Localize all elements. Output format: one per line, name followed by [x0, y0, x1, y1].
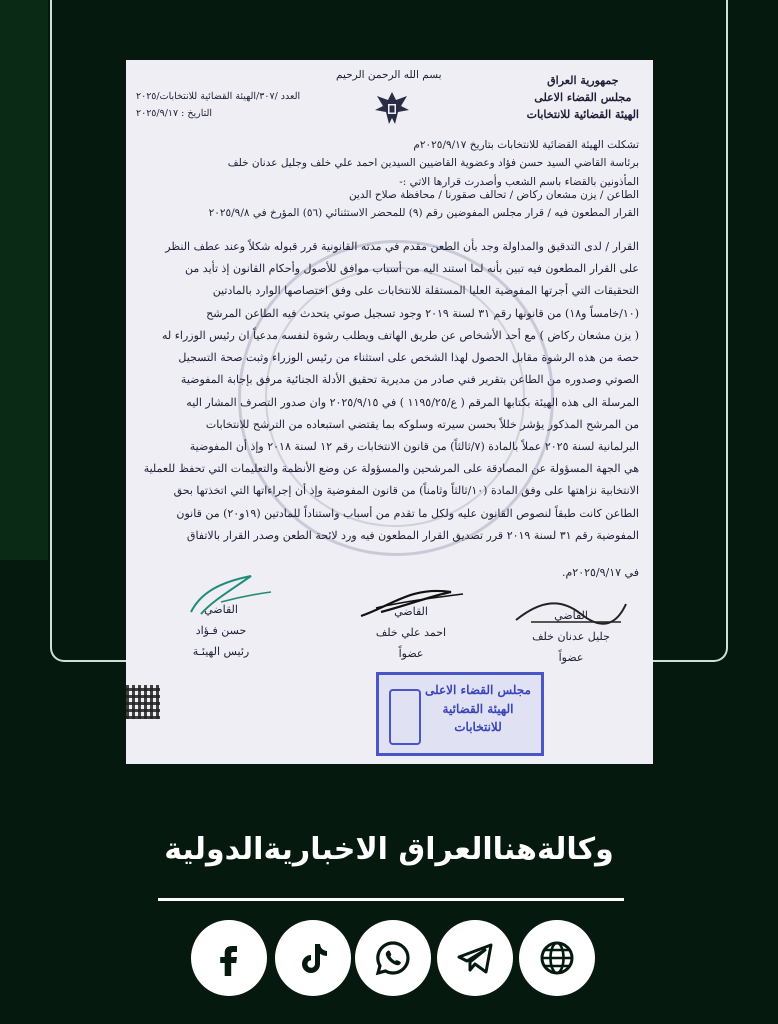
official-stamp	[376, 672, 544, 756]
court-decision-document	[126, 60, 653, 764]
signature-role: رئيس الهيئـة	[192, 644, 250, 658]
stamp-emblem-icon	[389, 689, 421, 745]
body-line: المرسلة الى هذه الهيئة بكتابها المرقم ( ع/١١٩٥/٢٥ ) في ٢٠٢٥/٩/١٥ وان صدور التصرف المشار اليه	[186, 395, 639, 409]
body-line: الانتخابية نزاهتها على وفق المادة (١٠/ثالثاً وثامناً) من قانون المفوضية وإذ أن إجراءاتها التي اتخذتها بحق	[173, 484, 639, 498]
body-line: الطاعن كانت طبقاً لنصوص القانون عليه ولكل ما تقدم من أسباب واستناداً للمادتين (١٩و٢٠) من قانون	[176, 506, 639, 520]
telegram-icon	[453, 936, 497, 980]
decision-intro	[138, 136, 639, 191]
decision-date: في ٢٠٢٥/٩/١٧م.	[561, 566, 639, 579]
signature-title: القاضي	[204, 603, 238, 616]
body-line: الصوتي وصدوره من الطاعن بتقرير فني صادر من مديرية تحقيق الأدلة الجنائية مرفق بإجابة المفوضية	[180, 373, 639, 387]
facebook-button[interactable]	[191, 920, 267, 996]
header-line: جمهورية العراق	[547, 74, 619, 87]
stamp-line: مجلس القضاء الاعلى	[425, 683, 531, 697]
body-line: على القرار المطعون فيه تبين بأنه لما استند اليه من أسباب موافق للأصول وأحكام القانون إذ تأيد من	[185, 262, 639, 276]
handwritten-signature	[161, 572, 281, 618]
header-line: مجلس القضاء الاعلى	[534, 91, 632, 105]
signature-block-member-2	[351, 582, 471, 665]
whatsapp-button[interactable]	[355, 920, 431, 996]
intro-line: تشكلت الهيئة القضائية للانتخابات بتاريخ ٢٠٢٥/٩/١٧م	[413, 139, 639, 151]
intro-line: برئاسة القاضي السيد حسن فؤاد وعضوية القاضيين السيدين احمد علي خلف وجليل عدنان خلف	[227, 157, 639, 170]
stamp-line: للانتخابات	[454, 720, 502, 735]
body-line: هي الجهة المسؤولة عن المصادقة على المرشحين والمسؤولة عن وضع الأنظمة والتعليمات التي تحفظ للعملية	[143, 462, 639, 476]
handwritten-signature	[351, 582, 471, 622]
tiktok-button[interactable]	[275, 920, 351, 996]
basmala: بسم الله الرحمن الرحيم	[336, 69, 442, 81]
body-line: (١٠/خامساً و١٨) من قانونها رقم ٣١ لسنة ٢٠١٩ وجود تسجيل صوتي يتحدث فيه الطاعن المرشح	[206, 306, 639, 320]
iraq-eagle-emblem-icon	[371, 88, 413, 128]
whatsapp-icon	[371, 936, 415, 980]
left-accent-block	[0, 0, 48, 560]
signature-block-member-1	[511, 592, 631, 669]
reference-date: التاريخ : ٢٠٢٥/٩/١٧	[136, 108, 213, 120]
signature-block-chairman	[161, 572, 281, 663]
appealed-decision-line: القرار المطعون فيه / قرار مجلس المفوضين رقم (٩) للمحضر الاستثنائي (٥٦) المؤرخ في ٢٠٢٥/٩/٨	[208, 207, 639, 220]
body-line: التحقيقات التي أجرتها المفوضية العليا المستقلة للانتخابات على وفق اختصاصها الوارد بالمادتين	[212, 284, 639, 298]
document-header-right	[527, 72, 639, 123]
body-line: من المرشح المذكور يؤشر خللاً بحسن سيرته وسلوكه بما يقتضي استبعاده من الترشح للانتخابات	[205, 417, 639, 431]
telegram-button[interactable]	[437, 920, 513, 996]
tiktok-icon	[291, 936, 335, 980]
social-icons-row	[185, 920, 595, 998]
stamp-line: الهيئة القضائية	[442, 701, 514, 716]
agency-underline	[158, 898, 624, 901]
body-line: المفوضية رقم ٣١ لسنة ٢٠١٩ قرر تصديق القرار المطعون فيه ورد لائحة الطعن وصدر القرار بالاتفاق	[186, 528, 639, 542]
handwritten-signature	[511, 592, 631, 632]
qr-code	[126, 685, 160, 719]
decision-parties	[138, 186, 639, 223]
facebook-icon	[207, 936, 251, 980]
signature-name: جليل عدنان خلف	[532, 629, 610, 643]
signature-name: احمد علي خلف	[375, 625, 447, 639]
body-line: ( يزن مشعان ركاض ) مع أحد الأشخاص عن طريق الهاتف ويطلب رشوة لنفسه مدعياً ان رئيس الوزراء له	[161, 328, 639, 342]
body-line: القرار / لدى التدقيق والمداولة وجد بأن الطعن مقدم في مدته القانونية قرر قبوله شكلاً وعند عطف النظر	[165, 240, 639, 253]
decision-body	[138, 236, 639, 547]
intro-line: المأذونين بالقضاء باسم الشعب وأصدرت قرارها الاتي :-	[399, 175, 639, 188]
document-reference	[136, 88, 300, 122]
website-button[interactable]	[519, 920, 595, 996]
appellant-line: الطاعن / يزن مشعان ركاض / تحالف صقورنا / محافظة صلاح الدين	[348, 189, 639, 201]
signature-role: عضواً	[398, 646, 424, 660]
signature-title: القاضي	[554, 609, 588, 622]
signature-role: عضواً	[558, 650, 584, 664]
body-line: حصة من هذه الرشوة مقابل الحصول لهذا الشخص على استثناء من رئيس الوزراء وثبت صحة التسجيل	[178, 351, 639, 365]
header-line: الهيئة القضائية للانتخابات	[526, 108, 639, 122]
globe-icon	[535, 936, 579, 980]
signature-title: القاضي	[394, 605, 428, 618]
signature-name: حسن فـؤاد	[195, 623, 247, 637]
agency-name: وكالةهناالعراق الاخباريةالدولية	[164, 832, 614, 867]
reference-number: العدد /٣٠٧/الهيئة القضائية للانتخابات/٢٠٢٥	[136, 91, 301, 102]
stamp-text	[423, 681, 533, 737]
body-line: البرلمانية لسنة ٢٠٢٥ عملاً بالمادة (٧/ثالثاً) من قانون الانتخابات رقم ١٢ لسنة ٢٠١٨ وإذ أن المفوضية	[189, 439, 639, 453]
